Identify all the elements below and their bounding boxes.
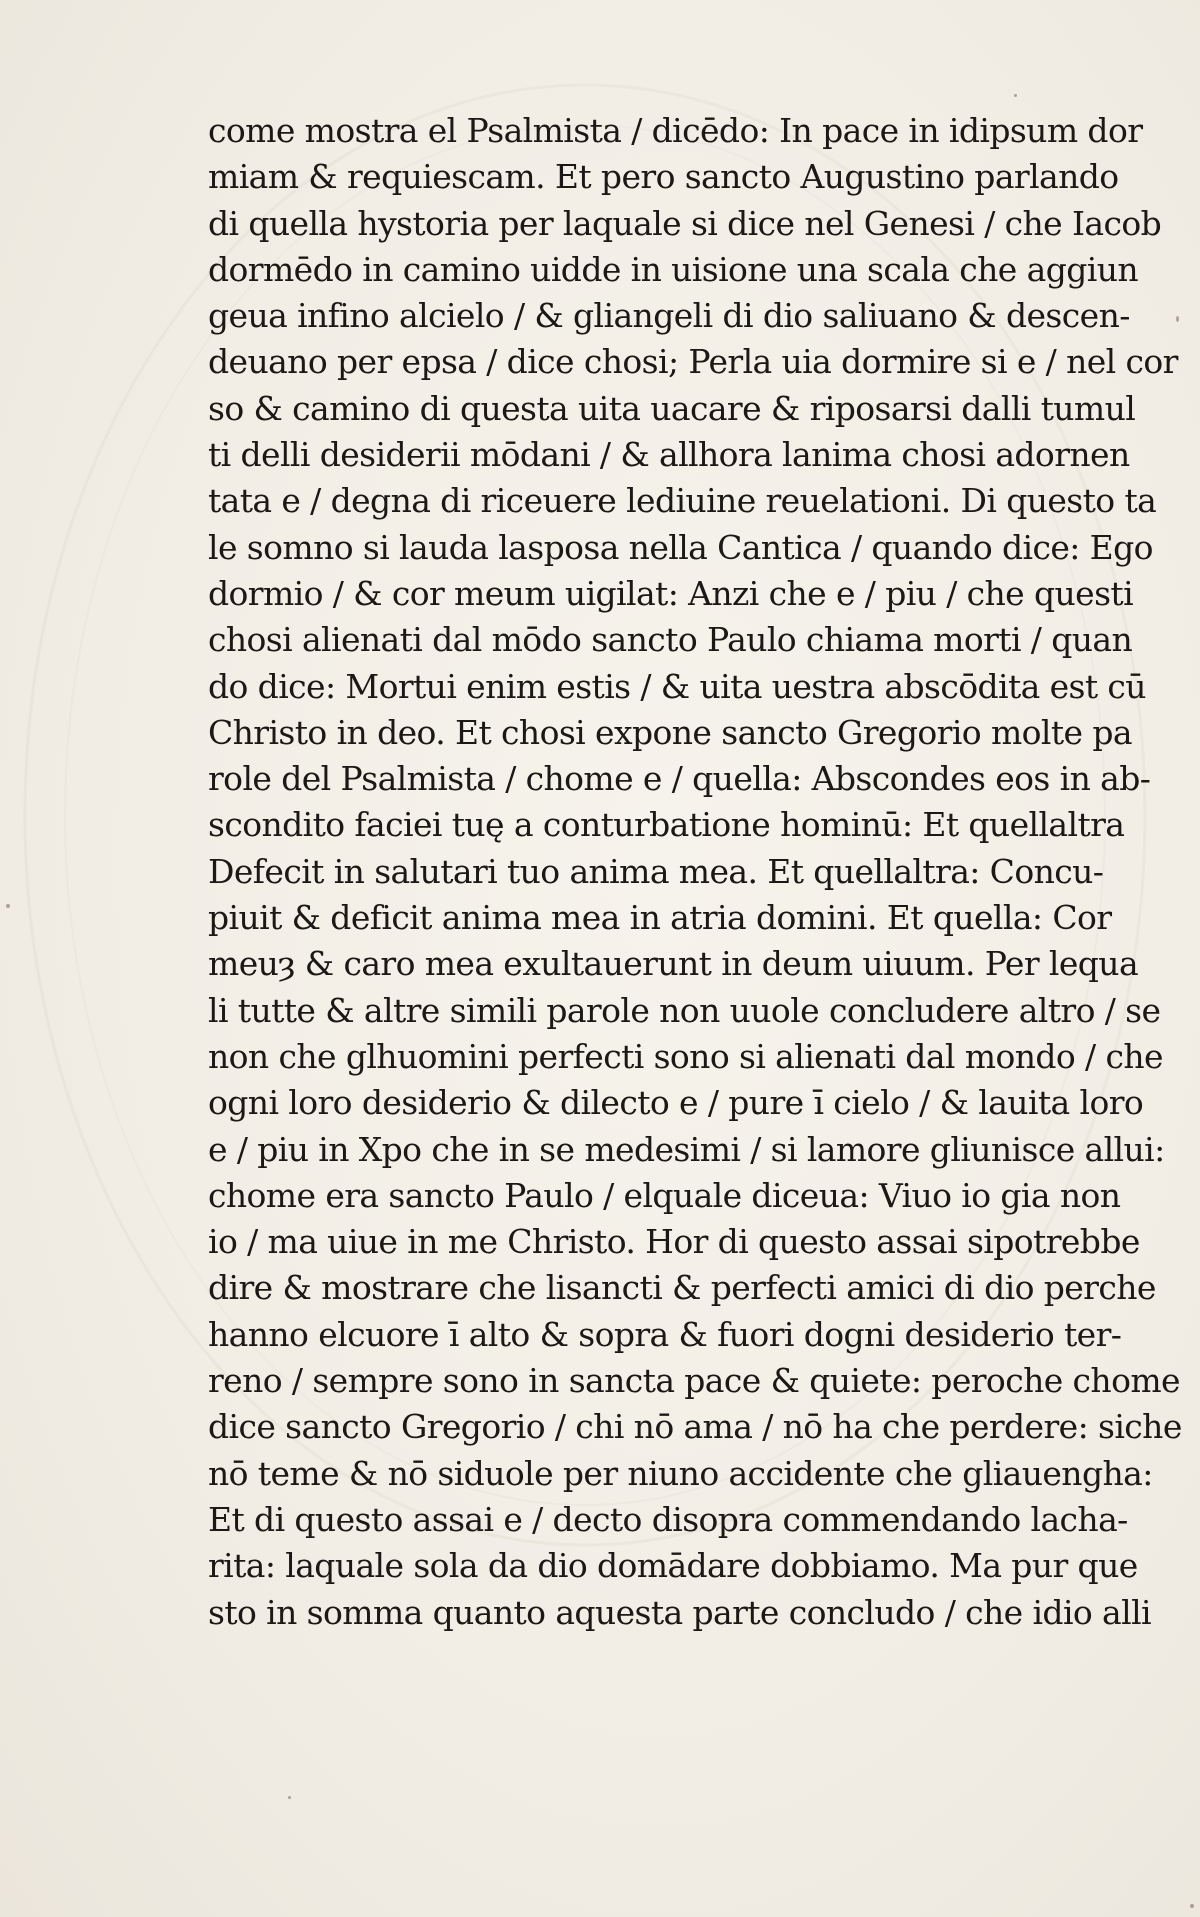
text-line: io / ma uiue in me Christo. Hor di questo assai sipotrebbe — [208, 1222, 1140, 1262]
text-line: role del Psalmista / chome e / quella: Abscondes eos in ab- — [208, 759, 1151, 799]
text-line: dice sancto Gregorio / chi nō ama / nō ha che perdere: siche — [208, 1407, 1182, 1447]
text-line: rita: laquale sola da dio domādare dobbiamo. Ma pur que — [208, 1546, 1138, 1586]
text-line: chome era sancto Paulo / elquale diceua: Viuo io gia non — [208, 1175, 1121, 1215]
text-line: scondito faciei tuę a conturbatione hominū: Et quellaltra — [208, 805, 1125, 845]
text-body — [208, 108, 1182, 1636]
text-line: dormio / & cor meum uigilat: Anzi che e / piu / che questi — [208, 573, 1134, 613]
text-line: sto in somma quanto aquesta parte concludo / che idio alli — [208, 1592, 1151, 1632]
text-line: nō teme & nō siduole per niuno accidente che gliauengha: — [208, 1453, 1153, 1493]
text-line: Christo in deo. Et chosi expone sancto Gregorio molte pa — [208, 712, 1132, 752]
paper-speck — [288, 1796, 291, 1799]
text-line: e / piu in Xpo che in se medesimi / si lamore gliunisce allui: — [208, 1129, 1165, 1169]
text-line: hanno elcuore ī alto & sopra & fuori dogni desiderio ter- — [208, 1314, 1122, 1354]
text-line: miam & requiescam. Et pero sancto Augustino parlando — [208, 157, 1119, 197]
paper-speck — [1176, 316, 1179, 322]
text-line: dormēdo in camino uidde in uisione una scala che aggiun — [208, 249, 1139, 289]
text-line: dire & mostrare che lisancti & perfecti amici di dio perche — [208, 1268, 1156, 1308]
text-line: Defecit in salutari tuo anima mea. Et quellaltra: Concu- — [208, 851, 1104, 891]
paper-speck — [1014, 94, 1017, 97]
text-line: so & camino di questa uita uacare & riposarsi dalli tumul — [208, 388, 1136, 428]
text-line: do dice: Mortui enim estis / & uita uestra abscōdita est cū — [208, 666, 1146, 706]
text-line: tata e / degna di riceuere lediuine reuelationi. Di questo ta — [208, 481, 1157, 521]
text-line: non che glhuomini perfecti sono si alienati dal mondo / che — [208, 1036, 1163, 1076]
text-line: ti delli desiderii mōdani / & allhora lanima chosi adornen — [208, 435, 1130, 475]
text-line: deuano per epsa / dice chosi; Perla uia dormire si e / nel cor — [208, 342, 1178, 382]
text-line: piuit & deficit anima mea in atria domini. Et quella: Cor — [208, 898, 1112, 938]
text-line: le somno si lauda lasposa nella Cantica / quando dice: Ego — [208, 527, 1153, 567]
text-line: ogni loro desiderio & dilecto e / pure ī cielo / & lauita loro — [208, 1083, 1144, 1123]
text-line: meuȝ & caro mea exultauerunt in deum uiuum. Per lequa — [208, 944, 1139, 984]
text-line: li tutte & altre simili parole non uuole concludere altro / se — [208, 990, 1161, 1030]
text-line: di quella hystoria per laquale si dice nel Genesi / che Iacob — [208, 203, 1162, 243]
text-line: chosi alienati dal mōdo sancto Paulo chiama morti / quan — [208, 620, 1133, 660]
paper-speck — [1190, 1904, 1194, 1908]
text-line: come mostra el Psalmista / dicēdo: In pace in idipsum dor — [208, 111, 1143, 150]
paper-speck — [6, 904, 10, 908]
text-line: geua infino alcielo / & gliangeli di dio saliuano & descen- — [208, 296, 1130, 336]
text-line: Et di questo assai e / decto disopra commendando lacha- — [208, 1499, 1128, 1539]
text-line: reno / sempre sono in sancta pace & quiete: peroche chome — [208, 1361, 1180, 1401]
